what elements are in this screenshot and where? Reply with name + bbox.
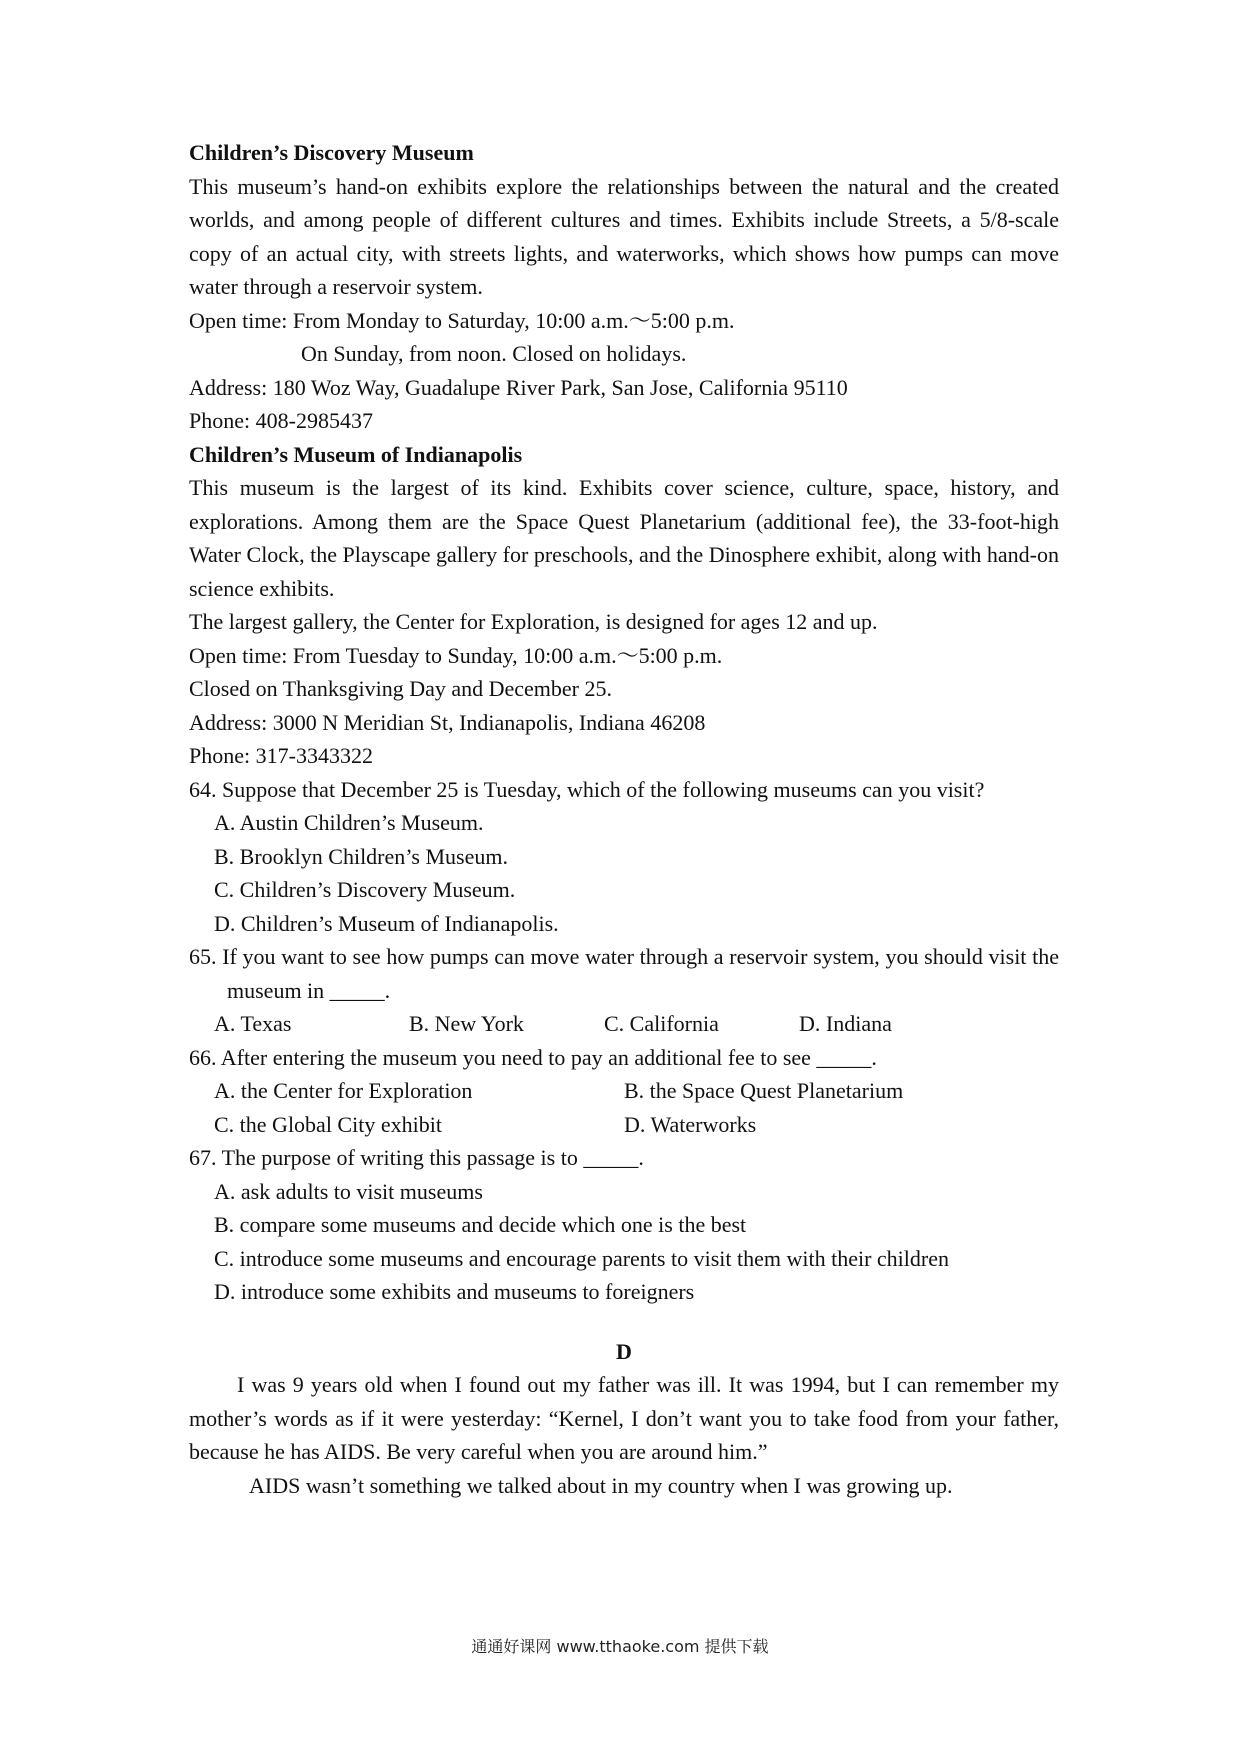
section-d-heading: D bbox=[616, 1338, 632, 1364]
section-d-paragraph-2: AIDS wasn’t something we talked about in my country when I was growing up. bbox=[249, 1472, 953, 1498]
q66-option-d: D. Waterworks bbox=[624, 1111, 757, 1137]
q66-option-c: C. the Global City exhibit bbox=[214, 1111, 442, 1137]
q67-option-b: B. compare some museums and decide which one is the best bbox=[214, 1212, 747, 1237]
q64-option-c: C. Children’s Discovery Museum. bbox=[214, 877, 516, 902]
q65-options bbox=[189, 1007, 1059, 1041]
cmi-gallery: The largest gallery, the Center for Exploration, is designed for ages 12 and up. bbox=[189, 609, 878, 634]
document-page bbox=[189, 136, 1059, 1502]
page-footer: 通通好课网 www.tthaoke.com 提供下载 bbox=[471, 1637, 769, 1656]
q65-option-a: A. Texas bbox=[214, 1011, 292, 1036]
q66-option-b: B. the Space Quest Planetarium bbox=[624, 1078, 904, 1103]
q67-option-d: D. introduce some exhibits and museums to foreigners bbox=[214, 1279, 695, 1304]
q64-option-a: A. Austin Children’s Museum. bbox=[214, 810, 484, 835]
question-67: 67. The purpose of writing this passage is to _____. bbox=[189, 1145, 644, 1170]
q66-options-row2 bbox=[189, 1108, 1059, 1142]
question-65: 65. If you want to see how pumps can move water through a reservoir system, you should visit the museum in _____. bbox=[189, 944, 1059, 1003]
q67-option-a: A. ask adults to visit museums bbox=[214, 1178, 483, 1204]
q65-option-d: D. Indiana bbox=[799, 1011, 892, 1036]
question-66: 66. After entering the museum you need to pay an additional fee to see _____. bbox=[189, 1044, 877, 1070]
cdm-address: Address: 180 Woz Way, Guadalupe River Park, San Jose, California 95110 bbox=[189, 374, 848, 400]
cdm-title: Children’s Discovery Museum bbox=[189, 140, 474, 165]
cdm-open-sunday: On Sunday, from noon. Closed on holidays. bbox=[301, 341, 687, 366]
cmi-title: Children’s Museum of Indianapolis bbox=[189, 441, 523, 467]
q64-option-d: D. Children’s Museum of Indianapolis. bbox=[214, 910, 559, 936]
cdm-description: This museum’s hand-on exhibits explore the relationships between the natural and the created worlds, and among people of different cultures and times. Exhibits include Streets, a 5/8-scale copy of an actual city, with streets lights, and waterworks, which shows how pumps can move water through a reservoir system. bbox=[189, 173, 1059, 299]
cmi-closed: Closed on Thanksgiving Day and December 25. bbox=[189, 676, 613, 701]
cdm-phone: Phone: 408-2985437 bbox=[189, 408, 373, 433]
q66-option-a: A. the Center for Exploration bbox=[214, 1078, 473, 1103]
cmi-phone: Phone: 317-3343322 bbox=[189, 743, 373, 768]
q66-options-row1 bbox=[189, 1074, 1059, 1108]
cmi-open-time: Open time: From Tuesday to Sunday, 10:00 a.m.～5:00 p.m. bbox=[189, 642, 723, 668]
cmi-description: This museum is the largest of its kind. Exhibits cover science, culture, space, history, and explorations. Among them are the Space Quest Planetarium (additional fee), the 33-foot-high Water Clock, the Playscape gallery for preschools, and the Dinosphere exhibit, along with hand-on science exhibits. bbox=[189, 475, 1059, 601]
cmi-address: Address: 3000 N Meridian St, Indianapolis, Indiana 46208 bbox=[189, 709, 706, 735]
q67-option-c: C. introduce some museums and encourage parents to visit them with their children bbox=[214, 1245, 949, 1271]
q65-option-b: B. New York bbox=[409, 1011, 524, 1036]
cdm-open-time: Open time: From Monday to Saturday, 10:00 a.m.～5:00 p.m. bbox=[189, 307, 735, 333]
q64-option-b: B. Brooklyn Children’s Museum. bbox=[214, 843, 508, 869]
q65-option-c: C. California bbox=[604, 1011, 719, 1036]
section-d-paragraph-1: I was 9 years old when I found out my father was ill. It was 1994, but I can remember my mother’s words as if it were yesterday: “Kernel, I don’t want you to take food from your father, because he has AIDS. Be very careful when you are around him.” bbox=[189, 1372, 1059, 1464]
question-64: 64. Suppose that December 25 is Tuesday, which of the following museums can you visit? bbox=[189, 776, 985, 802]
